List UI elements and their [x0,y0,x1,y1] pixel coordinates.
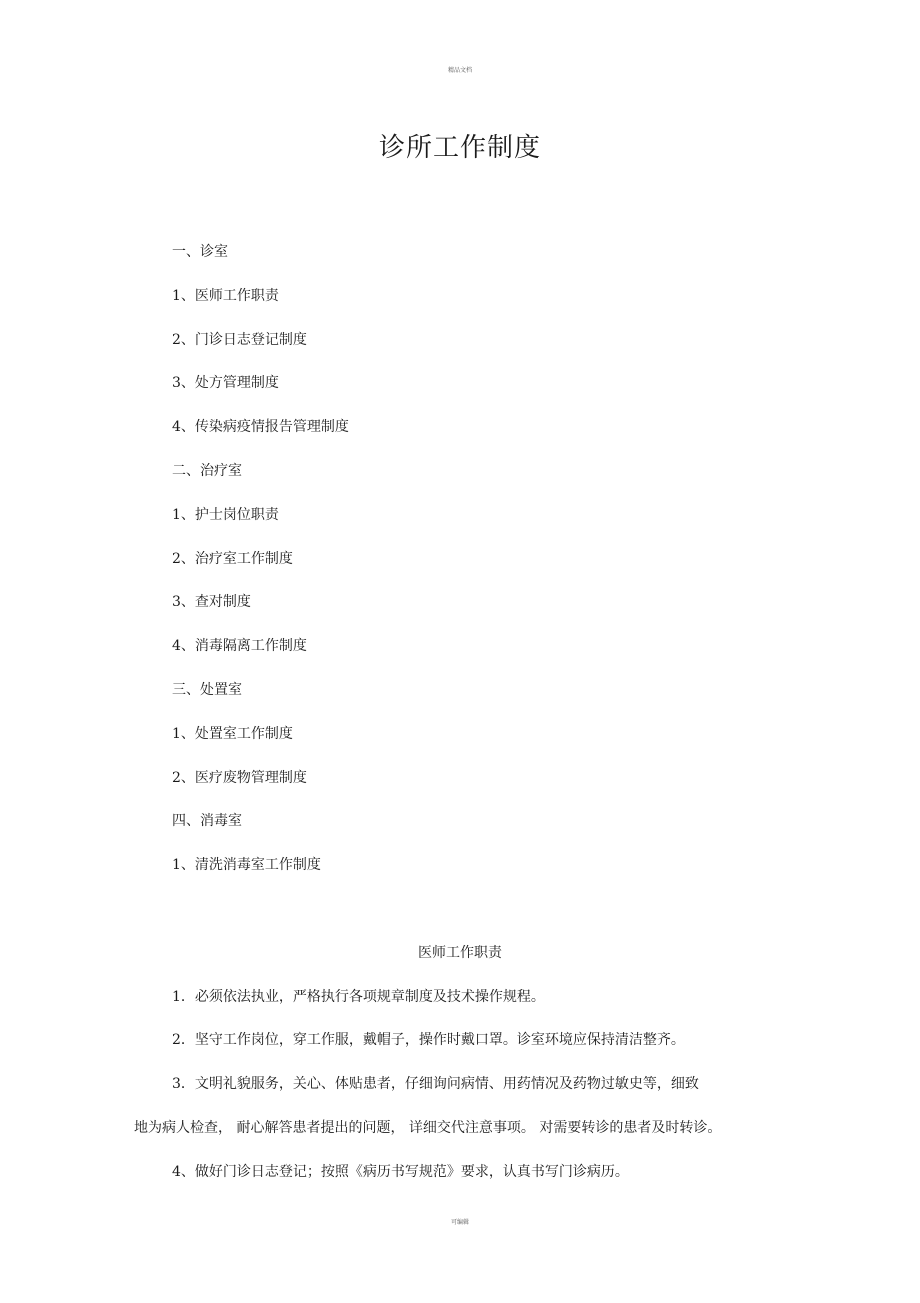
page-footer: 可编辑 [450,1219,469,1226]
toc-item: 3、处方管理制度 [172,375,279,392]
toc-item: 2、医疗废物管理制度 [172,769,307,786]
toc-item: 2、门诊日志登记制度 [172,331,307,348]
paragraph: 4、做好门诊日志登记；按照《病历书写规范》要求，认真书写门诊病历。 [172,1164,629,1180]
paragraph: 3．文明礼貌服务，关心、体贴患者，仔细询问病情、用药情况及药物过敏史等，细致 [172,1076,699,1092]
toc-heading-disinfection-room: 四、消毒室 [172,813,242,830]
toc-item: 2、治疗室工作制度 [172,550,293,567]
toc-item: 1、护士岗位职责 [172,506,279,523]
table-of-contents [172,240,349,897]
toc-item: 4、消毒隔离工作制度 [172,638,307,655]
toc-item: 3、查对制度 [172,594,251,611]
paragraph-continuation: 地为病人检查， 耐心解答患者提出的问题， 详细交代注意事项。 对需要转诊的患者及时转诊。 [134,1120,722,1136]
toc-item: 4、传染病疫情报告管理制度 [172,419,349,436]
toc-item: 1、清洗消毒室工作制度 [172,857,321,874]
section-title: 医师工作职责 [418,945,502,961]
page-header: 精品文档 [447,67,472,74]
toc-heading-clinic: 一、诊室 [172,244,228,260]
toc-item: 1、处置室工作制度 [172,725,293,742]
toc-item: 1、医师工作职责 [172,287,279,304]
document-title: 诊所工作制度 [378,133,541,163]
toc-heading-disposal-room: 三、处置室 [172,681,242,698]
toc-heading-treatment-room: 二、治疗室 [172,462,242,479]
paragraph: 1．必须依法执业，严格执行各项规章制度及技术操作规程。 [172,989,545,1005]
paragraph: 2．坚守工作岗位，穿工作服，戴帽子，操作时戴口罩。诊室环境应保持清洁整齐。 [172,1032,685,1048]
